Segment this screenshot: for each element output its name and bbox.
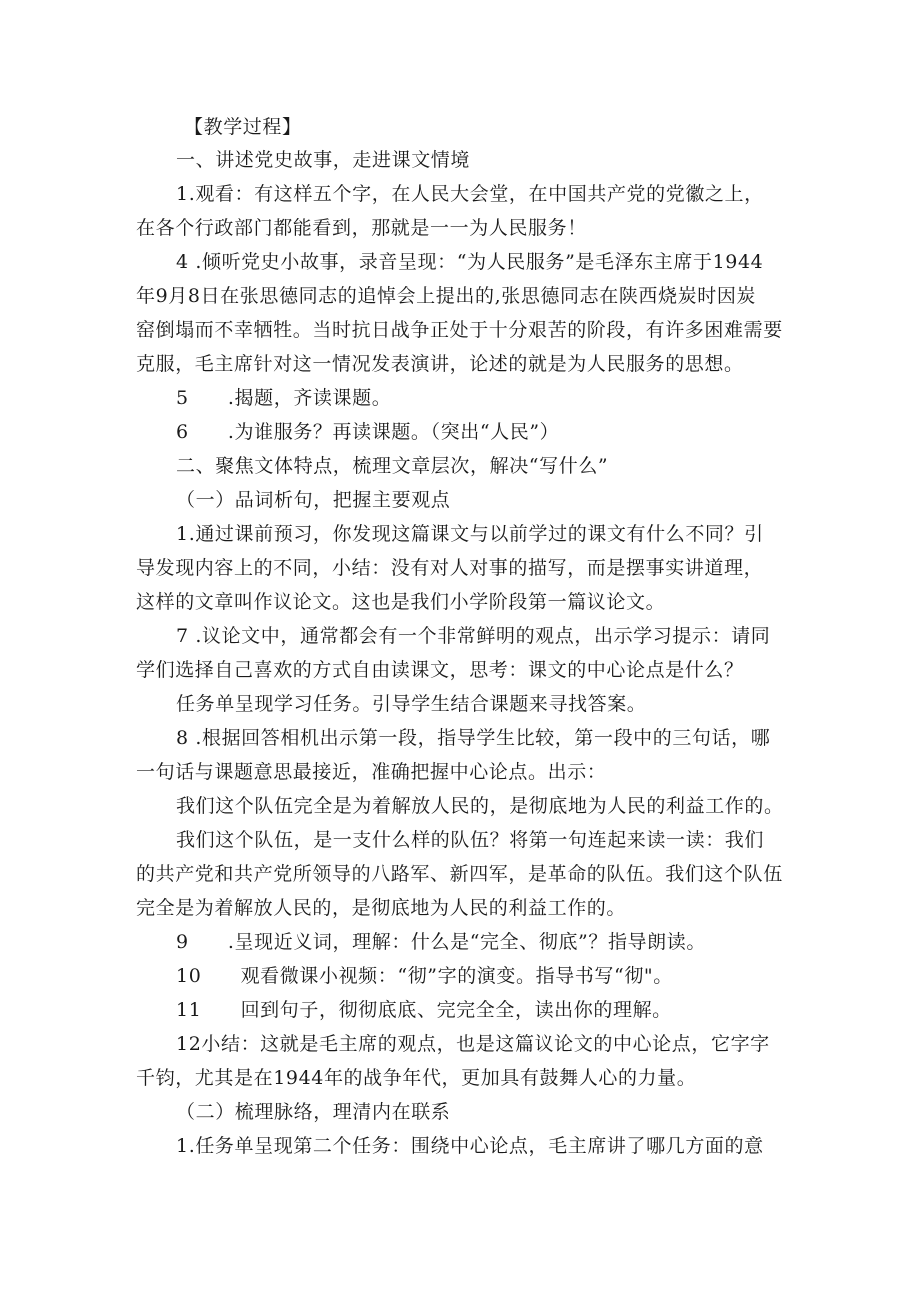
- paragraph-line: 8 .根据回答相机出示第一段，指导学生比较，第一段中的三句话，哪: [176, 727, 771, 749]
- paragraph-line: 1.任务单呈现第二个任务：围绕中心论点，毛主席讲了哪几方面的意: [176, 1135, 764, 1157]
- paragraph-line: 年9月8日在张思德同志的追悼会上提出的,张思德同志在陕西烧炭时因炭: [136, 285, 757, 307]
- heading-level-2: （二）梳理脉络，理清内在联系: [176, 1101, 451, 1123]
- paragraph-line: 1.观看：有这样五个字，在人民大会堂，在中国共产党的党徽之上，: [176, 183, 764, 205]
- paragraph-line: 5 .揭题，齐读课题。: [176, 387, 392, 409]
- paragraph-line: 12小结：这就是毛主席的观点，也是这篇议论文的中心论点，它字字: [176, 1033, 770, 1055]
- paragraph-line: 7 .议论文中，通常都会有一个非常鲜明的观点，出示学习提示：请同: [176, 625, 771, 647]
- paragraph-line: 任务单呈现学习任务。引导学生结合课题来寻找答案。: [176, 693, 647, 715]
- paragraph-line: 在各个行政部门都能看到，那就是一一为人民服务！: [136, 217, 587, 239]
- quoted-sentence: 我们这个队伍完全是为着解放人民的，是彻底地为人民的利益工作的。: [176, 795, 784, 817]
- paragraph-line: 1.通过课前预习，你发现这篇课文与以前学过的课文有什么不同？引: [176, 523, 764, 545]
- paragraph-line: 克服，毛主席针对这一情况发表演讲，论述的就是为人民服务的思想。: [136, 353, 744, 375]
- heading-level-1: 一、讲述党史故事，走进课文情境: [176, 149, 471, 171]
- paragraph-line: 学们选择自己喜欢的方式自由读课文，思考：课文的中心论点是什么？: [136, 659, 744, 681]
- paragraph-line: 9 .呈现近义词，理解：什么是“完全、彻底”？指导朗读。: [176, 931, 706, 953]
- paragraph-line: 6 .为谁服务？再读课题。（突出“人民”）: [176, 421, 560, 443]
- paragraph-line: 的共产党和共产党所领导的八路军、新四军，是革命的队伍。我们这个队伍: [136, 863, 783, 885]
- paragraph-line: 这样的文章叫作议论文。这也是我们小学阶段第一篇议论文。: [136, 591, 666, 613]
- heading-level-1: 二、聚焦文体特点，梳理文章层次，解决“写什么”: [176, 455, 609, 477]
- paragraph-line: 千钧，尤其是在1944年的战争年代，更加具有鼓舞人心的力量。: [136, 1067, 697, 1089]
- paragraph-line: 我们这个队伍，是一支什么样的队伍？将第一句连起来读一读：我们: [176, 829, 765, 851]
- heading-level-2: （一）品词析句，把握主要观点: [176, 489, 451, 511]
- paragraph-line: 窑倒塌而不幸牺牲。当时抗日战争正处于十分艰苦的阶段，有许多困难需要: [136, 319, 783, 341]
- paragraph-line: 4 .倾听党史小故事，录音呈现：“为人民服务”是毛泽东主席于1944: [176, 251, 764, 273]
- paragraph-line: 10 观看微课小视频：“彻”字的演变。指导书写“彻"。: [176, 965, 673, 987]
- section-heading: 【教学过程】: [184, 116, 302, 138]
- paragraph-line: 11 回到句子，彻彻底底、完完全全，读出你的理解。: [176, 999, 672, 1021]
- paragraph-line: 完全是为着解放人民的，是彻底地为人民的利益工作的。: [136, 897, 627, 919]
- paragraph-line: 一句话与课题意思最接近，准确把握中心论点。出示：: [136, 761, 607, 783]
- paragraph-line: 导发现内容上的不同，小结：没有对人对事的描写，而是摆事实讲道理，: [136, 557, 764, 579]
